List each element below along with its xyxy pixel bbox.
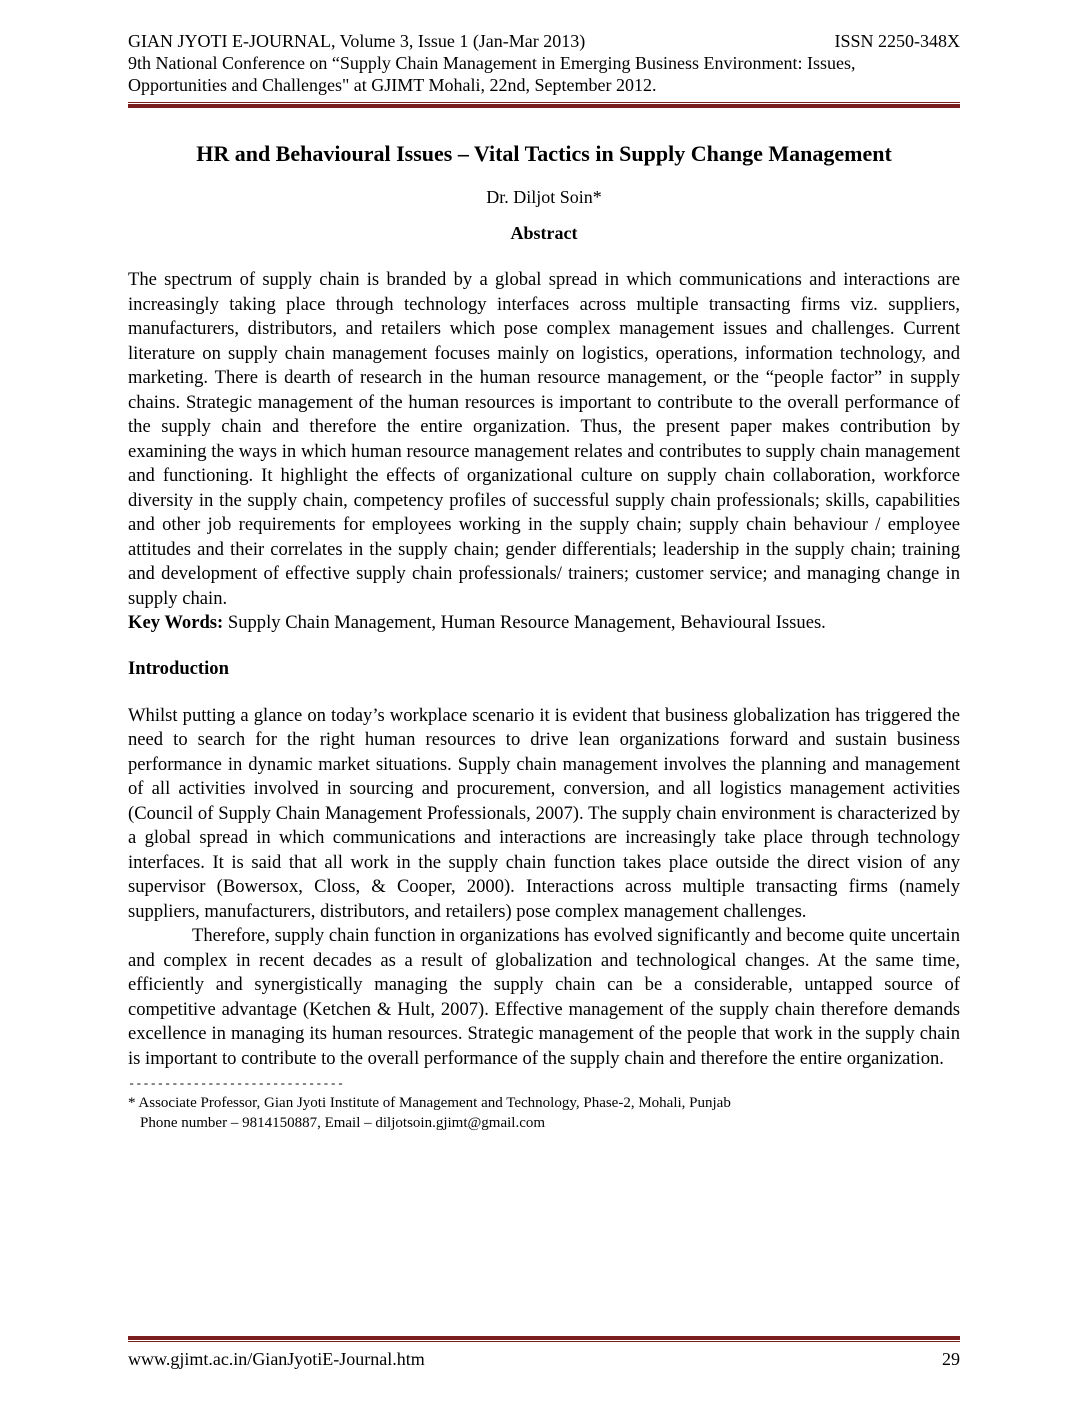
running-header xyxy=(128,30,960,52)
issn: ISSN 2250-348X xyxy=(834,31,960,51)
footnote-line-2: Phone number – 9814150887, Email – diljotsoin.gjimt@gmail.com xyxy=(140,1115,546,1131)
journal-name: GIAN JYOTI E-JOURNAL, Volume 3, Issue 1 (Jan-Mar 2013) xyxy=(128,31,586,51)
header-rule xyxy=(128,102,960,108)
page-number: 29 xyxy=(942,1349,960,1369)
keywords xyxy=(128,611,960,636)
article-title: HR and Behavioural Issues – Vital Tactics in Supply Change Management xyxy=(196,141,892,166)
author: Dr. Diljot Soin* xyxy=(486,187,602,207)
footer-rule xyxy=(128,1336,960,1342)
footnote-line-1 xyxy=(128,1093,960,1113)
conference-line-2: Opportunities and Challenges" at GJIMT Mohali, 22nd, September 2012. xyxy=(128,75,657,95)
abstract-heading: Abstract xyxy=(510,223,578,243)
footnote-rule: ------------------------------ xyxy=(128,1077,345,1091)
abstract-text: The spectrum of supply chain is branded by a global spread in which communications and interactions are increasingly taking place through technology interfaces across multiple transacting firms viz. suppliers, manufacturers, distributors, and retailers which pose complex management issues and challenges. Current literature on supply chain management focuses mainly on logistics, operations, information technology, and marketing. There is dearth of research in the human resource management, or the “people factor” in supply chains. Strategic management of the human resources is important to contribute to the overall performance of the supply chain and therefore the entire organization. Thus, the present paper makes contribution by examining the ways in which human resource management relates and contributes to supply chain management and functioning. It highlight the effects of organizational culture on supply chain collaboration, workforce diversity in the supply chain, competency profiles of successful supply chain professionals; skills, capabilities and other job requirements for employees working in the supply chain; supply chain behaviour / employee attitudes and their correlates in the supply chain; gender differentials; leadership in the supply chain; training and development of effective supply chain professionals/ trainers; customer service; and managing change in supply chain. xyxy=(128,269,960,609)
footer-url[interactable]: www.gjimt.ac.in/GianJyotiE-Journal.htm xyxy=(128,1349,425,1369)
introduction-paragraph-2: Therefore, supply chain function in organizations has evolved significantly and become quite uncertain and complex in recent decades as a result of globalization and technological changes. At the same time, efficiently and synergistically managing the supply chain can be a considerable, untapped source of competitive advantage (Ketchen & Hult, 2007). Effective management of the supply chain therefore demands excellence in managing its human resources. Strategic management of the people that work in the supply chain is important to contribute to the overall performance of the supply chain and therefore the entire organization. xyxy=(128,925,960,1069)
introduction-heading: Introduction xyxy=(128,657,229,679)
footnote-affiliation: Associate Professor, Gian Jyoti Institute of Management and Technology, Phase-2, Mohali, Punjab xyxy=(135,1095,731,1111)
footnote-star: * xyxy=(128,1095,136,1111)
keywords-text: Supply Chain Management, Human Resource Management, Behavioural Issues. xyxy=(223,612,826,633)
keywords-label: Key Words: xyxy=(128,612,224,633)
page-footer xyxy=(128,1348,960,1370)
page xyxy=(128,30,960,1133)
introduction-paragraph-1: Whilst putting a glance on today’s workplace scenario it is evident that business globalization has triggered the need to search for the right human resources to drive lean organizations forward and sustain business performance in dynamic market situations. Supply chain management involves the planning and management of all activities involved in sourcing and procurement, conversion, and all logistics management activities (Council of Supply Chain Management Professionals, 2007). The supply chain environment is characterized by a global spread in which communications and interactions are increasingly take place through technology interfaces. It is said that all work in the supply chain function takes place outside the direct vision of any supervisor (Bowersox, Closs, & Cooper, 2000). Interactions across multiple transacting firms (namely suppliers, manufacturers, distributors, and retailers) pose complex management challenges. xyxy=(128,704,960,922)
conference-line-1: 9th National Conference on “Supply Chain Management in Emerging Business Environment: Issues, xyxy=(128,53,856,73)
